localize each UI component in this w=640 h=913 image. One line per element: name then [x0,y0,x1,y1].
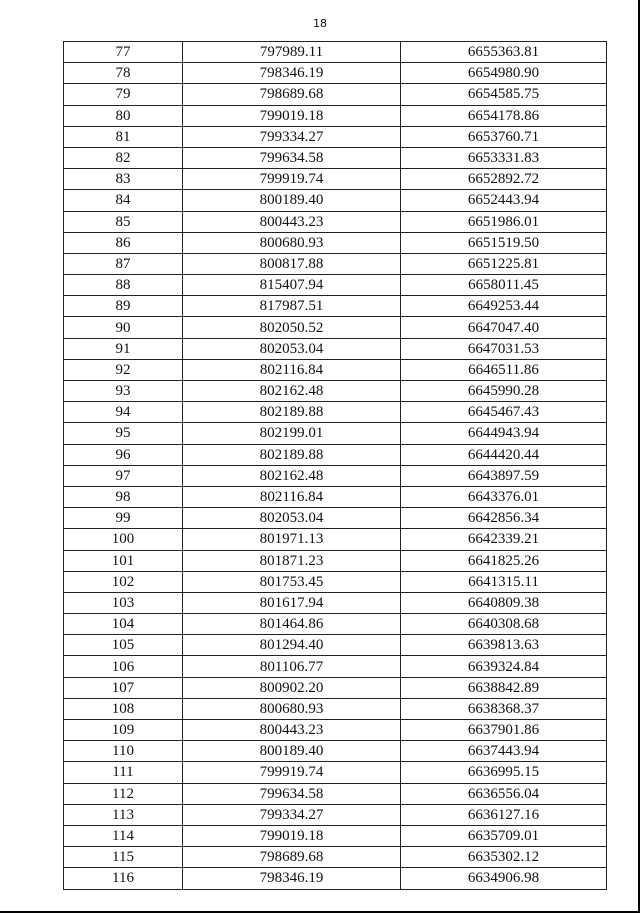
table-row [64,211,607,232]
y-coordinate-cell: 6641315.11 [401,571,607,592]
table-row [64,550,607,571]
table-row [64,275,607,296]
table-row [64,232,607,253]
point-number-cell: 98 [64,486,183,507]
table-row [64,84,607,105]
table-row [64,720,607,741]
table-row [64,402,607,423]
point-number-cell: 87 [64,253,183,274]
point-number-cell: 93 [64,381,183,402]
x-coordinate-cell: 799334.27 [183,126,401,147]
point-number-cell: 109 [64,720,183,741]
table-row [64,804,607,825]
x-coordinate-cell: 817987.51 [183,296,401,317]
point-number-cell: 92 [64,359,183,380]
y-coordinate-cell: 6643376.01 [401,486,607,507]
point-number-cell: 113 [64,804,183,825]
point-number-cell: 79 [64,84,183,105]
table-row [64,825,607,846]
point-number-cell: 80 [64,105,183,126]
coordinates-table [63,41,607,890]
x-coordinate-cell: 802199.01 [183,423,401,444]
y-coordinate-cell: 6644943.94 [401,423,607,444]
y-coordinate-cell: 6642856.34 [401,508,607,529]
x-coordinate-cell: 802162.48 [183,465,401,486]
y-coordinate-cell: 6639324.84 [401,656,607,677]
y-coordinate-cell: 6645467.43 [401,402,607,423]
x-coordinate-cell: 799634.58 [183,783,401,804]
x-coordinate-cell: 801871.23 [183,550,401,571]
point-number-cell: 103 [64,592,183,613]
point-number-cell: 89 [64,296,183,317]
table-row [64,741,607,762]
y-coordinate-cell: 6643897.59 [401,465,607,486]
x-coordinate-cell: 799634.58 [183,147,401,168]
y-coordinate-cell: 6636556.04 [401,783,607,804]
x-coordinate-cell: 802053.04 [183,338,401,359]
point-number-cell: 115 [64,847,183,868]
y-coordinate-cell: 6647031.53 [401,338,607,359]
x-coordinate-cell: 800189.40 [183,741,401,762]
page-number: 18 [313,17,327,30]
table-row [64,381,607,402]
point-number-cell: 97 [64,465,183,486]
point-number-cell: 78 [64,63,183,84]
y-coordinate-cell: 6635709.01 [401,825,607,846]
point-number-cell: 108 [64,698,183,719]
x-coordinate-cell: 800443.23 [183,211,401,232]
x-coordinate-cell: 802189.88 [183,402,401,423]
table-row [64,465,607,486]
x-coordinate-cell: 798346.19 [183,63,401,84]
y-coordinate-cell: 6652443.94 [401,190,607,211]
point-number-cell: 77 [64,42,183,63]
table-row [64,762,607,783]
y-coordinate-cell: 6638842.89 [401,677,607,698]
y-coordinate-cell: 6639813.63 [401,635,607,656]
x-coordinate-cell: 801971.13 [183,529,401,550]
x-coordinate-cell: 800902.20 [183,677,401,698]
y-coordinate-cell: 6651225.81 [401,253,607,274]
y-coordinate-cell: 6655363.81 [401,42,607,63]
table-row [64,868,607,889]
point-number-cell: 107 [64,677,183,698]
x-coordinate-cell: 800443.23 [183,720,401,741]
x-coordinate-cell: 798346.19 [183,868,401,889]
x-coordinate-cell: 799019.18 [183,825,401,846]
table-row [64,317,607,338]
table-row [64,253,607,274]
point-number-cell: 96 [64,444,183,465]
x-coordinate-cell: 801294.40 [183,635,401,656]
point-number-cell: 95 [64,423,183,444]
table-row [64,423,607,444]
y-coordinate-cell: 6652892.72 [401,169,607,190]
table-row [64,126,607,147]
point-number-cell: 81 [64,126,183,147]
x-coordinate-cell: 800817.88 [183,253,401,274]
table-row [64,529,607,550]
x-coordinate-cell: 802162.48 [183,381,401,402]
y-coordinate-cell: 6651986.01 [401,211,607,232]
x-coordinate-cell: 801106.77 [183,656,401,677]
x-coordinate-cell: 798689.68 [183,84,401,105]
x-coordinate-cell: 802116.84 [183,486,401,507]
x-coordinate-cell: 800680.93 [183,698,401,719]
y-coordinate-cell: 6654585.75 [401,84,607,105]
y-coordinate-cell: 6658011.45 [401,275,607,296]
x-coordinate-cell: 798689.68 [183,847,401,868]
table-row [64,698,607,719]
x-coordinate-cell: 801617.94 [183,592,401,613]
table-row [64,296,607,317]
y-coordinate-cell: 6653331.83 [401,147,607,168]
y-coordinate-cell: 6651519.50 [401,232,607,253]
point-number-cell: 100 [64,529,183,550]
x-coordinate-cell: 797989.11 [183,42,401,63]
point-number-cell: 116 [64,868,183,889]
x-coordinate-cell: 802116.84 [183,359,401,380]
x-coordinate-cell: 799919.74 [183,169,401,190]
y-coordinate-cell: 6653760.71 [401,126,607,147]
point-number-cell: 111 [64,762,183,783]
table-row [64,614,607,635]
point-number-cell: 102 [64,571,183,592]
point-number-cell: 86 [64,232,183,253]
x-coordinate-cell: 801464.86 [183,614,401,635]
point-number-cell: 104 [64,614,183,635]
coordinates-table-body [64,42,607,890]
y-coordinate-cell: 6636995.15 [401,762,607,783]
table-row [64,147,607,168]
y-coordinate-cell: 6634906.98 [401,868,607,889]
x-coordinate-cell: 800189.40 [183,190,401,211]
point-number-cell: 85 [64,211,183,232]
y-coordinate-cell: 6640809.38 [401,592,607,613]
y-coordinate-cell: 6637443.94 [401,741,607,762]
y-coordinate-cell: 6637901.86 [401,720,607,741]
y-coordinate-cell: 6635302.12 [401,847,607,868]
point-number-cell: 83 [64,169,183,190]
table-row [64,338,607,359]
table-row [64,486,607,507]
table-row [64,677,607,698]
x-coordinate-cell: 815407.94 [183,275,401,296]
x-coordinate-cell: 801753.45 [183,571,401,592]
y-coordinate-cell: 6644420.44 [401,444,607,465]
y-coordinate-cell: 6649253.44 [401,296,607,317]
point-number-cell: 99 [64,508,183,529]
point-number-cell: 112 [64,783,183,804]
y-coordinate-cell: 6645990.28 [401,381,607,402]
y-coordinate-cell: 6638368.37 [401,698,607,719]
x-coordinate-cell: 799019.18 [183,105,401,126]
x-coordinate-cell: 802053.04 [183,508,401,529]
point-number-cell: 114 [64,825,183,846]
y-coordinate-cell: 6654980.90 [401,63,607,84]
table-row [64,508,607,529]
x-coordinate-cell: 800680.93 [183,232,401,253]
x-coordinate-cell: 799334.27 [183,804,401,825]
x-coordinate-cell: 802189.88 [183,444,401,465]
table-row [64,169,607,190]
y-coordinate-cell: 6654178.86 [401,105,607,126]
y-coordinate-cell: 6640308.68 [401,614,607,635]
y-coordinate-cell: 6647047.40 [401,317,607,338]
table-row [64,105,607,126]
table-row [64,656,607,677]
point-number-cell: 91 [64,338,183,359]
x-coordinate-cell: 799919.74 [183,762,401,783]
table-row [64,571,607,592]
table-row [64,190,607,211]
point-number-cell: 84 [64,190,183,211]
x-coordinate-cell: 802050.52 [183,317,401,338]
point-number-cell: 94 [64,402,183,423]
point-number-cell: 88 [64,275,183,296]
table-row [64,847,607,868]
table-row [64,635,607,656]
y-coordinate-cell: 6642339.21 [401,529,607,550]
point-number-cell: 106 [64,656,183,677]
table-row [64,783,607,804]
table-row [64,42,607,63]
table-row [64,359,607,380]
point-number-cell: 101 [64,550,183,571]
table-row [64,444,607,465]
y-coordinate-cell: 6636127.16 [401,804,607,825]
table-row [64,592,607,613]
table-row [64,63,607,84]
point-number-cell: 105 [64,635,183,656]
y-coordinate-cell: 6646511.86 [401,359,607,380]
y-coordinate-cell: 6641825.26 [401,550,607,571]
point-number-cell: 110 [64,741,183,762]
point-number-cell: 82 [64,147,183,168]
point-number-cell: 90 [64,317,183,338]
